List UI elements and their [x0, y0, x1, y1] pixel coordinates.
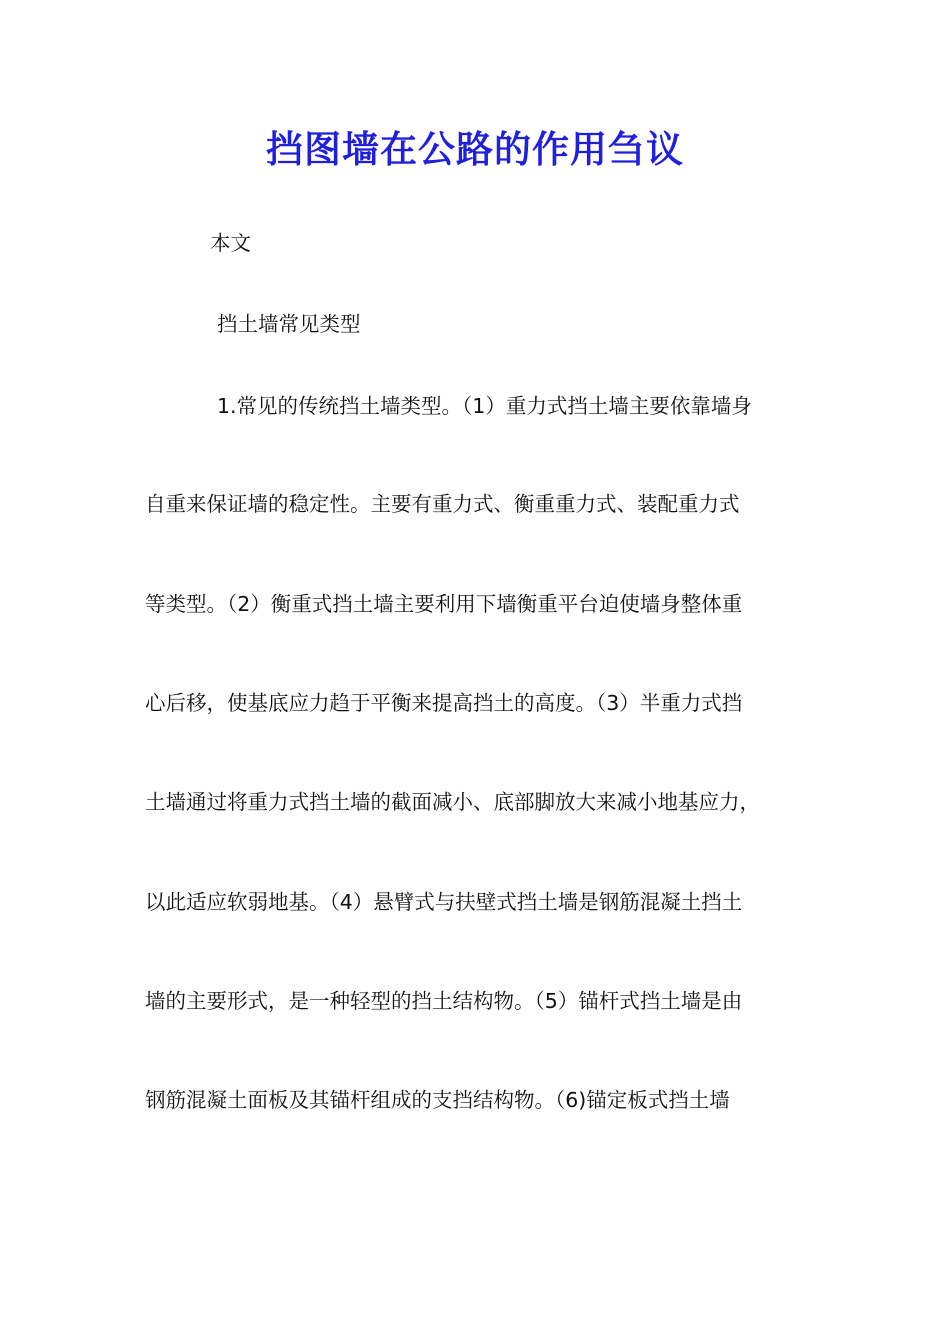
body-line-7: 墙的主要形式，是一种轻型的挡土结构物。（5）锚杆式挡土墙是由 — [145, 989, 743, 1013]
section-heading: 挡土墙常见类型 — [217, 312, 361, 336]
body-line-6: 以此适应软弱地基。（4）悬臂式与扶壁式挡土墙是钢筋混凝土挡土 — [145, 890, 743, 914]
section-label: 本文 — [210, 231, 251, 255]
document-title: 挡图墙在公路的作用刍议 — [266, 128, 684, 171]
body-line-2: 自重来保证墙的稳定性。主要有重力式、衡重重力式、装配重力式 — [145, 492, 740, 516]
body-line-8: 钢筋混凝土面板及其锚杆组成的支挡结构物。（6)锚定板式挡土墙 — [145, 1088, 730, 1112]
body-line-5: 土墙通过将重力式挡土墙的截面减小、底部脚放大来减小地基应力， — [145, 790, 760, 814]
body-line-4: 心后移，使基底应力趋于平衡来提高挡土的高度。（3）半重力式挡 — [145, 691, 743, 715]
body-line-1: 1.常见的传统挡土墙类型。（1）重力式挡土墙主要依靠墙身 — [217, 394, 752, 418]
body-line-3: 等类型。（2）衡重式挡土墙主要利用下墙衡重平台迫使墙身整体重 — [145, 592, 743, 616]
